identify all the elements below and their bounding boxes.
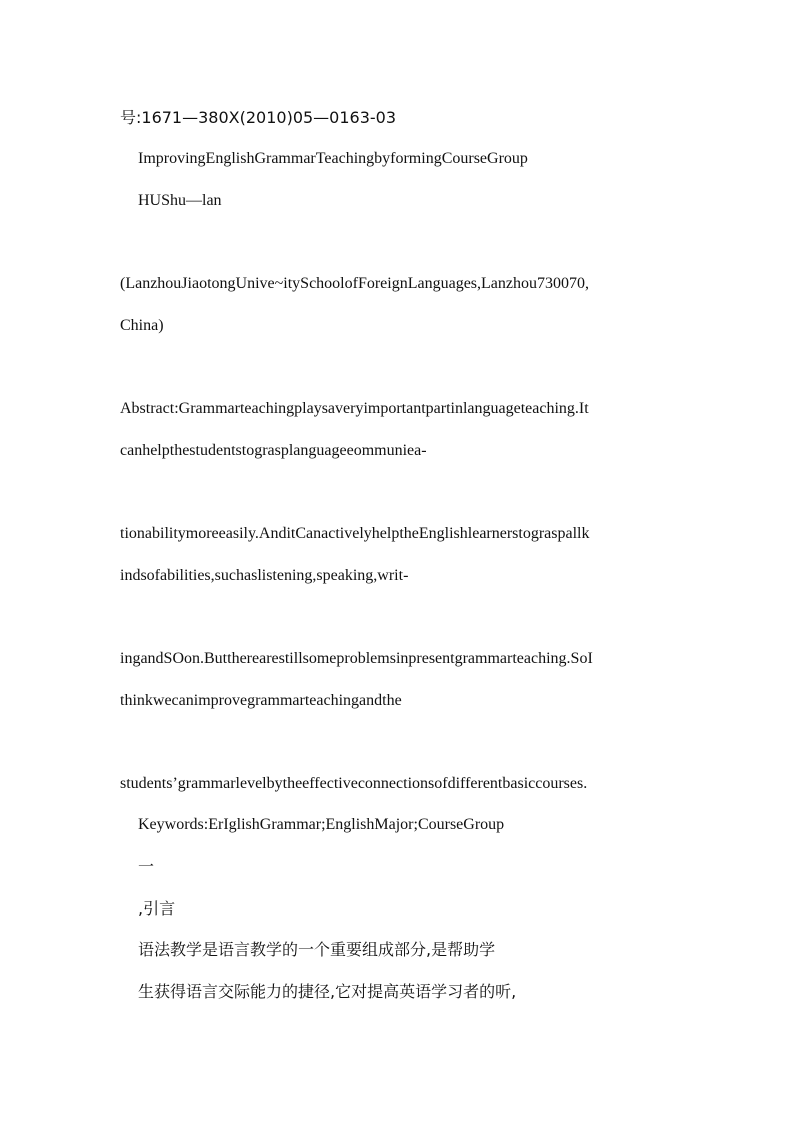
author-name: HUShu—lan: [138, 192, 222, 209]
abstract-line-5: ingandSOon.Buttherearestillsomeproblemsinpresentgrammarteaching.SoI: [120, 650, 593, 667]
affiliation-line-1: (LanzhouJiaotongUnive~itySchoolofForeignLanguages,Lanzhou730070,: [120, 275, 589, 292]
body-paragraph-line-1: 语法教学是语言教学的一个重要组成部分,是帮助学: [138, 940, 496, 959]
abstract-line-1: Abstract:Grammarteachingplaysaveryimportantpartinlanguageteaching.It: [120, 400, 589, 417]
abstract-line-7: students’grammarlevelbytheeffectiveconnectionsofdifferentbasiccourses.: [120, 775, 588, 792]
section-number: 一: [138, 857, 155, 876]
abstract-line-2: canhelpthestudentstograsplanguageeommuniea-: [120, 442, 427, 459]
section-heading: ,引言: [138, 899, 176, 918]
affiliation-line-2: China): [120, 317, 164, 334]
english-title: ImprovingEnglishGrammarTeachingbyformingCourseGroup: [138, 150, 528, 167]
body-paragraph-line-2: 生获得语言交际能力的捷径,它对提高英语学习者的听,: [138, 982, 517, 1001]
article-number-line: 号:1671—380X(2010)05—0163-03: [120, 108, 397, 127]
abstract-line-6: thinkwecanimprovegrammarteachingandthe: [120, 692, 402, 709]
abstract-line-4: indsofabilities,suchaslistening,speaking,writ-: [120, 567, 409, 584]
abstract-line-3: tionabilitymoreeasily.AnditCanactivelyhelptheEnglishlearnerstograspallk: [120, 525, 590, 542]
keywords-line: Keywords:ErIglishGrammar;EnglishMajor;CourseGroup: [138, 816, 505, 833]
